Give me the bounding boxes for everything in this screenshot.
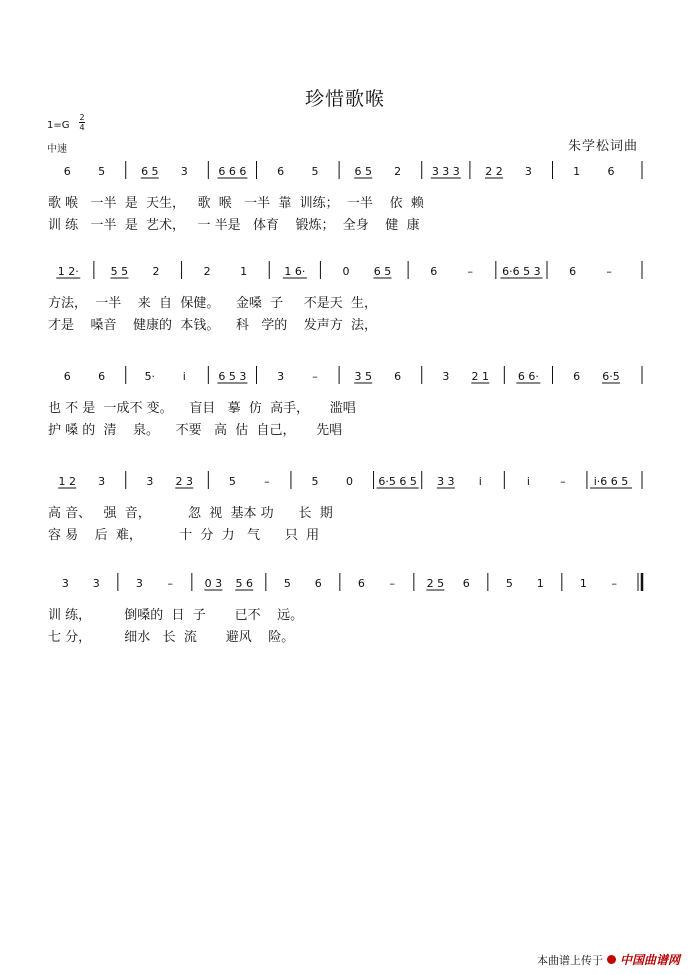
note-group: 5 xyxy=(283,577,291,590)
lyrics-verse-2: 容 易 后 难， 十 分 力 气 只 用 xyxy=(48,528,320,543)
note-group: 2 5 xyxy=(426,577,445,590)
note-group: – xyxy=(611,577,617,590)
note-group: 1 xyxy=(573,165,581,178)
note-group: 1 xyxy=(240,265,248,278)
note-group: 3 xyxy=(61,577,69,590)
note-group: 6 xyxy=(63,165,71,178)
note-group: 6 xyxy=(430,265,438,278)
note-group: 2 1 xyxy=(471,370,489,383)
note-group: 3 xyxy=(146,475,154,488)
note-group: 2 xyxy=(152,265,160,278)
lyrics-verse-2: 七 分， 细水 长 流 避风 险。 xyxy=(48,630,295,645)
note-group: 6 xyxy=(314,577,322,590)
note-group: – xyxy=(264,475,270,488)
site-logo-icon xyxy=(607,955,616,964)
tempo-marking: 中速 xyxy=(47,144,67,155)
note-group: 6 6 6 xyxy=(218,165,247,178)
site-name: 中国曲谱网 xyxy=(619,953,680,967)
note-group: 6 xyxy=(277,165,285,178)
note-group: 3 xyxy=(442,370,450,383)
note-group: – xyxy=(560,475,566,488)
note-group: 6 xyxy=(63,370,71,383)
note-group: 6·6 5 3 xyxy=(502,265,541,278)
note-group: 5· xyxy=(144,370,156,383)
lyrics-verse-1: 歌 喉 一半 是 天生， 歌 喉 一半 靠 训练； 一半 依 赖 xyxy=(48,196,424,211)
lyrics-verse-1: 也 不 是 一成不 变。 盲目 摹 仿 高手， 滥唱 xyxy=(48,401,356,416)
note-group: 3 5 xyxy=(354,370,372,383)
score-title: 珍惜歌喉 xyxy=(304,88,385,110)
note-group: 5 xyxy=(98,165,106,178)
note-group: 5 5 xyxy=(110,265,129,278)
lyrics-verse-1: 方法， 一半 来 自 保健。 金嗓 子 不是天 生， xyxy=(48,296,378,311)
meter-bottom: 4 xyxy=(79,123,85,132)
note-group: 5 xyxy=(505,577,513,590)
lyrics-verse-1: 训 练， 倒嗓的 日 子 已不 远。 xyxy=(48,608,304,623)
note-group: 5 xyxy=(228,475,236,488)
lyrics-verse-2: 训 练 一半 是 艺术， 一 半是 体育 锻炼； 全身 健 康 xyxy=(48,218,420,233)
note-group: 2 2 xyxy=(485,165,503,178)
lyrics-verse-1: 高 音、 强 音， 忽 视 基本 功 长 期 xyxy=(48,506,333,521)
note-group: 6 xyxy=(98,370,106,383)
note-group: – xyxy=(467,265,473,278)
note-group: i xyxy=(526,475,530,488)
note-group: 5 xyxy=(311,475,319,488)
note-group: 6 xyxy=(607,165,615,178)
note-group: 6 xyxy=(394,370,402,383)
note-group: – xyxy=(389,577,395,590)
note-group: 3 xyxy=(277,370,285,383)
note-group: 6·5 6 5 xyxy=(378,475,417,488)
note-group: – xyxy=(312,370,318,383)
note-group: 1 6· xyxy=(284,265,306,278)
key-signature: 1=G xyxy=(47,120,70,131)
note-group: 5 6 xyxy=(235,577,253,590)
note-group: 6 5 3 xyxy=(218,370,247,383)
note-group: i xyxy=(182,370,186,383)
score-lines xyxy=(48,161,642,645)
note-group: 3 xyxy=(180,165,188,178)
note-group: 0 xyxy=(342,265,350,278)
note-group: 6 5 xyxy=(141,165,159,178)
footer-watermark xyxy=(537,951,680,968)
lyrics-verse-2: 护 嗓 的 清 泉。 不要 高 估 自己， 先唱 xyxy=(48,423,343,438)
note-group: 6 xyxy=(357,577,365,590)
note-group: 6 xyxy=(569,265,577,278)
note-group: 6 xyxy=(462,577,470,590)
note-group: 6 xyxy=(573,370,581,383)
note-group: 6 6· xyxy=(517,370,539,383)
note-group: 0 xyxy=(345,475,353,488)
note-group: – xyxy=(606,265,612,278)
note-group: 3 xyxy=(524,165,532,178)
note-group: 6·5 xyxy=(602,370,620,383)
note-group: 3 3 xyxy=(437,475,455,488)
note-group: 0 3 xyxy=(204,577,223,590)
composer-credit: 朱学松词曲 xyxy=(567,139,638,154)
note-group: 2 xyxy=(394,165,402,178)
note-group: 3 xyxy=(135,577,143,590)
note-group: 6 5 xyxy=(373,265,392,278)
note-group: 5 xyxy=(311,165,319,178)
note-group: i·6 6 5 xyxy=(593,475,629,488)
note-group: i xyxy=(478,475,482,488)
note-group: – xyxy=(167,577,173,590)
note-group: 3 xyxy=(98,475,106,488)
note-group: 1 xyxy=(536,577,544,590)
note-group: 3 3 3 xyxy=(431,165,460,178)
meter-top: 2 xyxy=(79,113,85,122)
note-group: 1 2· xyxy=(57,265,79,278)
lyrics-verse-2: 才是 嗓音 健康的 本钱。 科 学的 发声方 法， xyxy=(48,318,378,333)
note-group: 3 xyxy=(92,577,100,590)
note-group: 2 3 xyxy=(175,475,193,488)
note-group: 6 5 xyxy=(354,165,372,178)
upload-text: 本曲谱上传于 xyxy=(536,953,603,967)
note-group: 1 xyxy=(579,577,587,590)
note-group: 1 2 xyxy=(58,475,76,488)
note-group: 2 xyxy=(203,265,211,278)
